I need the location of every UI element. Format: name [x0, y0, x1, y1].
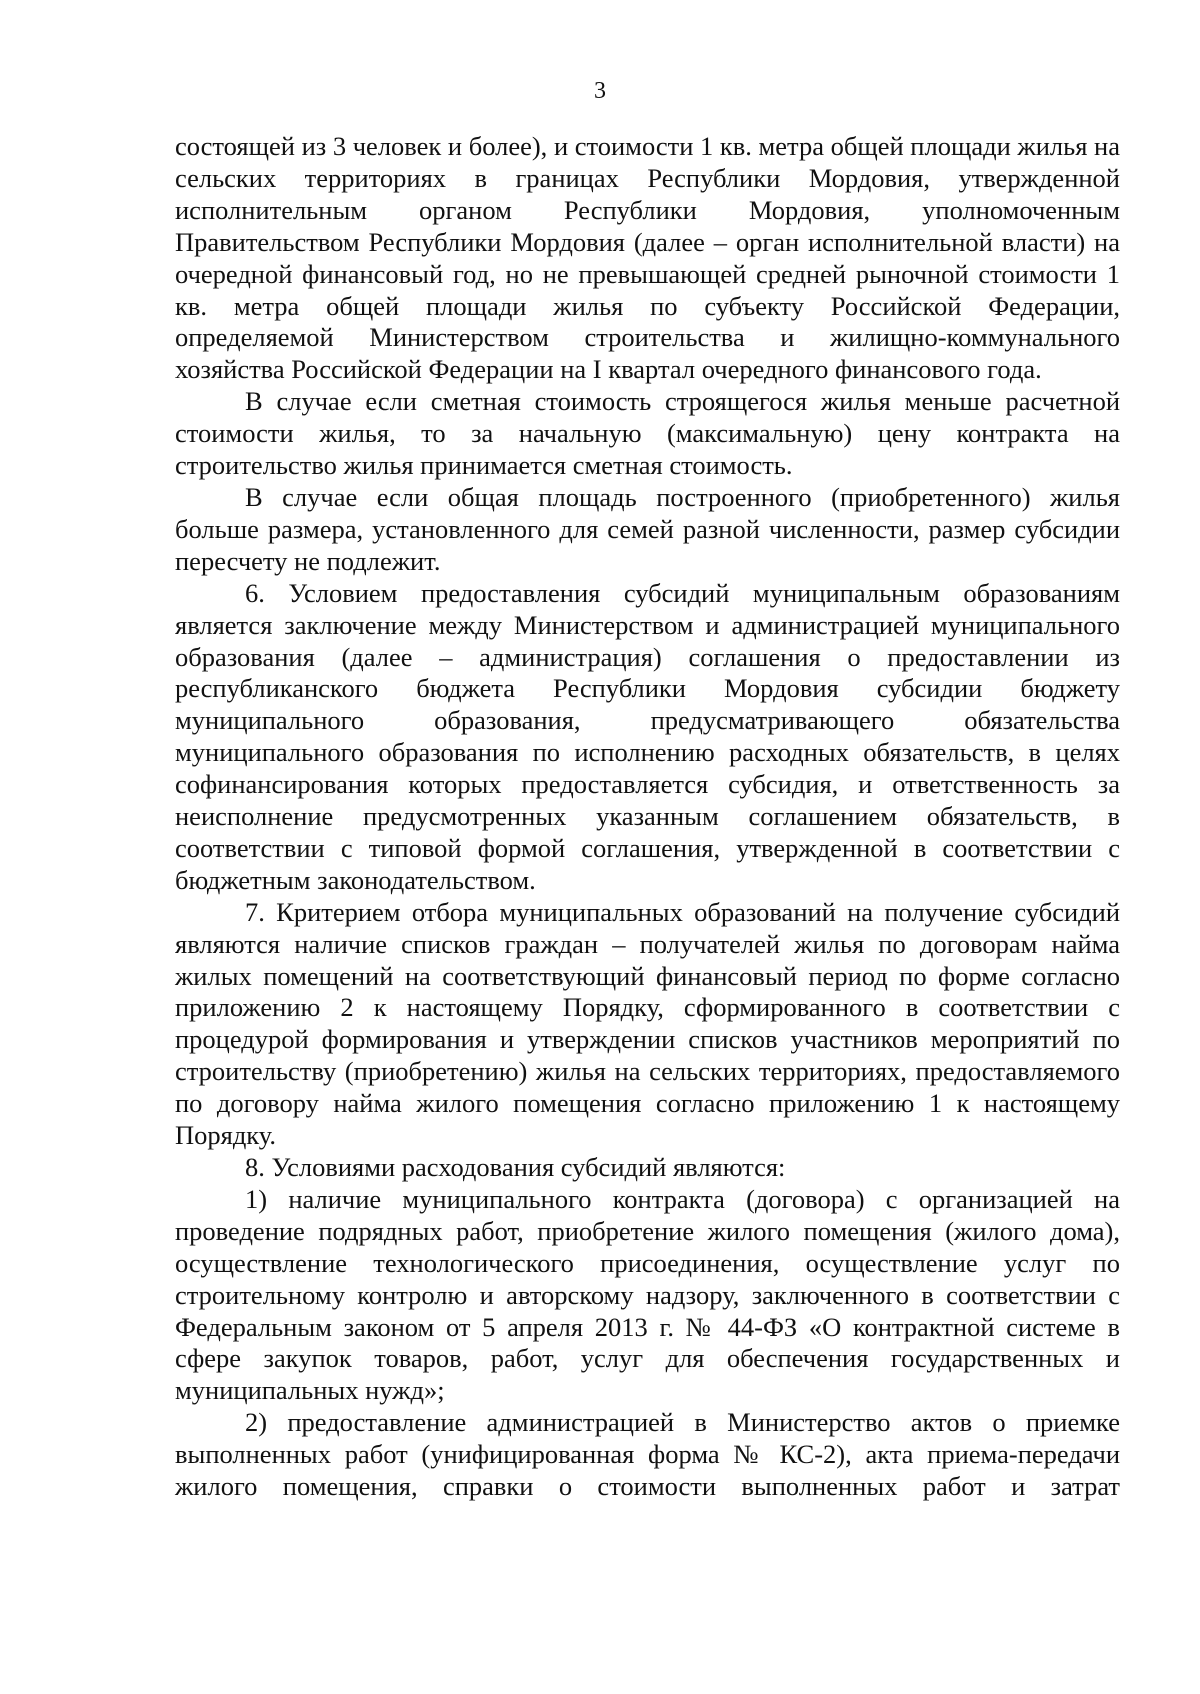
- paragraph-item-8-2: 2) предоставление администрацией в Министерство актов о приемке выполненных работ (унифицированная форма № КС-2), акта приема-передачи жилого помещения, справки о стоимости выполненных работ и затрат: [175, 1407, 1120, 1502]
- paragraph-item-8: 8. Условиями расходования субсидий являются:: [245, 1152, 786, 1182]
- page-number: 3: [594, 78, 606, 104]
- paragraph-item-6: 6. Условием предоставления субсидий муниципальным образованиям является заключение между Министерством и администрацией муниципального образования (далее – администрация) соглашения о предоставлении из республиканского бюджета Республики Мордовия субсидии бюджету муниципального образования, предусматривающего обязательства муниципального образования по исполнению расходных обязательств, в целях софинансирования которых предоставляется субсидия, и ответственность за неисполнение предусмотренных указанным соглашением обязательств, в соответствии с типовой формой соглашения, утвержденной в соответствии с бюджетным законодательством.: [175, 577, 1120, 895]
- paragraph-item-8-1: 1) наличие муниципального контракта (договора) с организацией на проведение подрядных работ, приобретение жилого помещения (жилого дома), осуществление технологического присоединения, осуществление услуг по строительному контролю и авторскому надзору, заключенного в соответствии с Федеральным законом от 5 апреля 2013 г. № 44-ФЗ «О контрактной системе в сфере закупок товаров, работ, услуг для обеспечения государственных и муниципальных нужд»;: [175, 1183, 1120, 1406]
- document-body: [175, 131, 1120, 1503]
- paragraph-estimate-cost: В случае если сметная стоимость строящегося жилья меньше расчетной стоимости жилья, то за начальную (максимальную) цену контракта на строительство жилья принимается сметная стоимость.: [175, 386, 1120, 481]
- paragraph-continuation: состоящей из 3 человек и более), и стоимости 1 кв. метра общей площади жилья на сельских территориях в границах Республики Мордовия, утвержденной исполнительным органом Республики Мордовия, уполномоченным Правительством Республики Мордовия (далее – орган исполнительной власти) на очередной финансовый год, но не превышающей средней рыночной стоимости 1 кв. метра общей площади жилья по субъекту Российской Федерации, определяемой Министерством строительства и жилищно-коммунального хозяйства Российской Федерации на I квартал очередного финансового года.: [175, 131, 1120, 385]
- paragraph-area-larger: В случае если общая площадь построенного (приобретенного) жилья больше размера, установленного для семей разной численности, размер субсидии пересчету не подлежит.: [175, 481, 1120, 576]
- paragraph-item-7: 7. Критерием отбора муниципальных образований на получение субсидий являются наличие списков граждан – получателей жилья по договорам найма жилых помещений на соответствующий финансовый период по форме согласно приложению 2 к настоящему Порядку, сформированного в соответствии с процедурой формирования и утверждении списков участников мероприятий по строительству (приобретению) жилья на сельских территориях, предоставляемого по договору найма жилого помещения согласно приложению 1 к настоящему Порядку.: [175, 896, 1120, 1151]
